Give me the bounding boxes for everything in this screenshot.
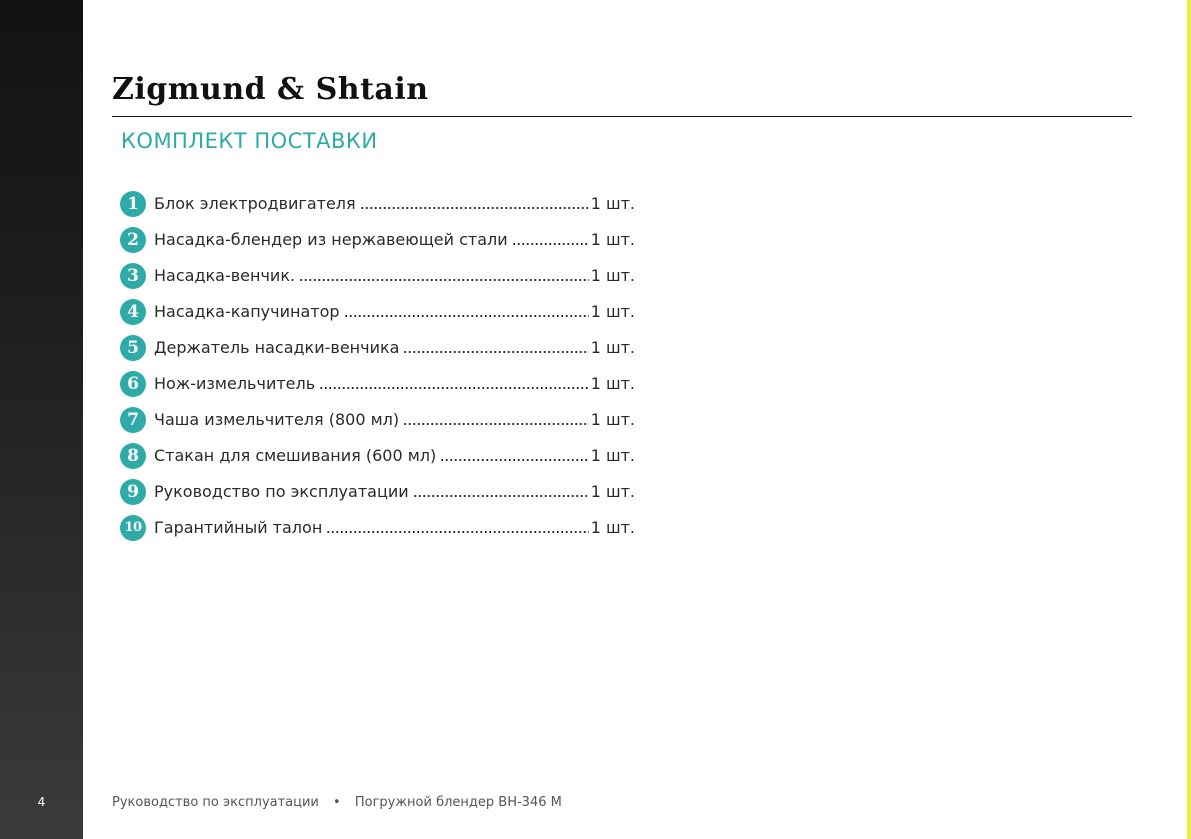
- list-item: [120, 186, 635, 222]
- item-number-badge: 3: [120, 263, 146, 289]
- page-footer: [112, 794, 562, 812]
- item-label: Насадка-венчик.: [154, 266, 296, 285]
- item-number-badge: 8: [120, 443, 146, 469]
- dot-leader: [326, 531, 588, 533]
- dot-leader: [413, 495, 589, 497]
- item-quantity: 1 шт.: [590, 518, 635, 537]
- sidebar: [0, 0, 83, 839]
- list-item: [120, 222, 635, 258]
- dot-leader: [403, 423, 589, 425]
- list-item: [120, 366, 635, 402]
- item-quantity: 1 шт.: [590, 266, 635, 285]
- item-label: Гарантийный талон: [154, 518, 323, 537]
- dot-leader: [319, 387, 589, 389]
- item-label: Нож-измельчитель: [154, 374, 316, 393]
- item-quantity: 1 шт.: [590, 446, 635, 465]
- item-quantity: 1 шт.: [590, 374, 635, 393]
- item-quantity: 1 шт.: [590, 302, 635, 321]
- item-number-badge: 2: [120, 227, 146, 253]
- contents-list: [120, 186, 635, 546]
- item-label: Стакан для смешивания (600 мл): [154, 446, 437, 465]
- list-item: [120, 438, 635, 474]
- list-item: [120, 510, 635, 546]
- item-number-badge: 10: [120, 515, 146, 541]
- item-label: Блок электродвигателя: [154, 194, 356, 213]
- dot-leader: [440, 459, 588, 461]
- item-quantity: 1 шт.: [590, 230, 635, 249]
- list-item: [120, 330, 635, 366]
- dot-leader: [344, 315, 589, 317]
- footer-separator: •: [333, 795, 341, 810]
- edge-stripe: [1187, 0, 1191, 839]
- dot-leader: [512, 243, 589, 245]
- item-label: Руководство по эксплуатации: [154, 482, 409, 501]
- brand-logo: Zigmund & Shtain: [112, 72, 429, 107]
- item-label: Держатель насадки-венчика: [154, 338, 400, 357]
- item-label: Насадка-блендер из нержавеющей стали: [154, 230, 508, 249]
- dot-leader: [360, 207, 589, 209]
- footer-manual-label: Руководство по эксплуатации: [112, 795, 319, 810]
- section-title: КОМПЛЕКТ ПОСТАВКИ: [121, 129, 378, 153]
- dot-leader: [403, 351, 588, 353]
- item-number-badge: 7: [120, 407, 146, 433]
- list-item: [120, 402, 635, 438]
- item-quantity: 1 шт.: [590, 410, 635, 429]
- item-number-badge: 1: [120, 191, 146, 217]
- item-number-badge: 9: [120, 479, 146, 505]
- item-number-badge: 5: [120, 335, 146, 361]
- item-number-badge: 6: [120, 371, 146, 397]
- item-quantity: 1 шт.: [590, 338, 635, 357]
- list-item: [120, 474, 635, 510]
- header-divider: [112, 116, 1132, 117]
- item-quantity: 1 шт.: [590, 482, 635, 501]
- item-label: Насадка-капучинатор: [154, 302, 340, 321]
- footer-product-label: Погружной блендер BH-346 M: [354, 795, 562, 810]
- item-quantity: 1 шт.: [590, 194, 635, 213]
- item-label: Чаша измельчителя (800 мл): [154, 410, 400, 429]
- list-item: [120, 258, 635, 294]
- page-number: 4: [37, 795, 46, 809]
- list-item: [120, 294, 635, 330]
- dot-leader: [299, 279, 589, 281]
- item-number-badge: 4: [120, 299, 146, 325]
